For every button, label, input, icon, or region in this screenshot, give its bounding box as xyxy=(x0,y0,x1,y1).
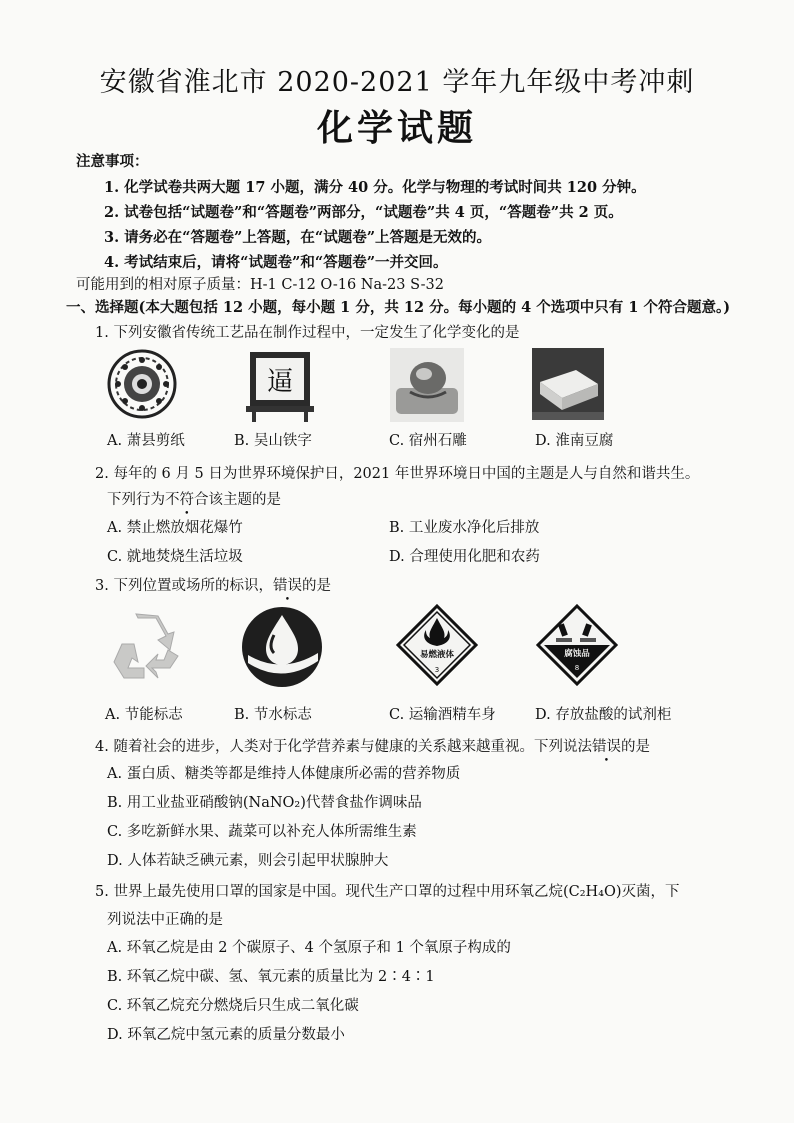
q2-option-d: D. 合理使用化肥和农药 xyxy=(389,549,540,565)
notice-heading: 注意事项： xyxy=(76,153,149,170)
notice-item-1: 1. 化学试卷共两大题 17 小题，满分 40 分。化学与物理的考试时间共 120 分钟。 xyxy=(104,179,646,196)
paper-cut-image xyxy=(106,348,178,420)
q1-option-c: C. 宿州石雕 xyxy=(389,433,467,449)
q5-option-d: D. 环氧乙烷中氢元素的质量分数最小 xyxy=(107,1027,345,1043)
notice-item-2: 2. 试卷包括“试题卷”和“答题卷”两部分，“试题卷”共 4 页，“答题卷”共 2 页。 xyxy=(104,204,623,221)
iron-character-image xyxy=(242,348,318,424)
q5-option-b: B. 环氧乙烷中碳、氢、氧元素的质量比为 2∶4∶1 xyxy=(107,969,435,985)
stone-carving-image xyxy=(390,348,464,422)
q5-option-a: A. 环氧乙烷是由 2 个碳原子、4 个氢原子和 1 个氧原子构成的 xyxy=(107,940,511,956)
q3-option-a: A. 节能标志 xyxy=(105,707,183,723)
iron-character-glyph: 逼 xyxy=(266,367,294,397)
corrosive-class: 8 xyxy=(574,664,580,672)
q5-option-c: C. 环氧乙烷充分燃烧后只生成二氧化碳 xyxy=(107,998,359,1014)
exam-title: 安徽省淮北市 2020-2021 学年九年级中考冲刺 xyxy=(99,67,695,98)
exam-subject: 化学试题 xyxy=(316,107,477,149)
corrosive-label: 腐蚀品 xyxy=(564,649,590,659)
emphasis-not-comply: 不符合 xyxy=(165,492,209,508)
question-2-stem-line1: 2. 每年的 6 月 5 日为世界环境保护日，2021 年世界环境日中国的主题是人与自然和谐共生。 xyxy=(95,466,700,482)
atomic-masses: 可能用到的相对原子质量：H-1 C-12 O-16 Na-23 S-32 xyxy=(76,277,444,293)
question-5-stem-line2: 列说法中正确的是 xyxy=(107,912,223,928)
q3-option-b: B. 节水标志 xyxy=(234,707,312,723)
question-1-stem: 1. 下列安徽省传统工艺品在制作过程中，一定发生了化学变化的是 xyxy=(95,325,520,341)
question-4-stem: 4. 随着社会的进步，人类对于化学营养素与健康的关系越来越重视。下列说法错误的是 xyxy=(95,739,650,755)
emphasis-wrong: 错误 xyxy=(272,578,302,594)
q1-option-b: B. 吴山铁字 xyxy=(234,433,312,449)
q4-option-b: B. 用工业盐亚硝酸钠(NaNO₂)代替食盐作调味品 xyxy=(107,795,422,811)
q4-option-a: A. 蛋白质、糖类等都是维持人体健康所必需的营养物质 xyxy=(107,766,461,782)
corrosive-sign-icon xyxy=(536,604,618,686)
q4-option-d: D. 人体若缺乏碘元素，则会引起甲状腺肿大 xyxy=(107,853,389,869)
q2-option-c: C. 就地焚烧生活垃圾 xyxy=(107,549,243,565)
q2-option-b: B. 工业废水净化后排放 xyxy=(389,520,540,536)
recycle-sign-icon xyxy=(108,610,186,686)
question-3-stem: 3. 下列位置或场所的标识，错误的是 xyxy=(95,578,331,594)
tofu-image xyxy=(532,348,604,420)
emphasis-wrong: 错误 xyxy=(591,739,621,755)
flammable-liquid-label: 易燃液体 xyxy=(419,650,455,660)
flammable-liquid-class: 3 xyxy=(434,666,440,674)
section-heading: 一、选择题(本大题包括 12 小题，每小题 1 分，共 12 分。每小题的 4 个选项中只有 1 个符合题意。) xyxy=(66,299,731,316)
notice-item-3: 3. 请务必在“答题卷”上答题，在“试题卷”上答题是无效的。 xyxy=(104,229,492,246)
question-5-stem-line1: 5. 世界上最先使用口罩的国家是中国。现代生产口罩的过程中用环氧乙烷(C₂H₄O)灭菌，下 xyxy=(95,884,680,900)
water-saving-sign-icon xyxy=(240,605,324,689)
notice-item-4: 4. 考试结束后，请将“试题卷”和“答题卷”一并交回。 xyxy=(104,254,448,271)
q4-option-c: C. 多吃新鲜水果、蔬菜可以补充人体所需维生素 xyxy=(107,824,417,840)
q2-option-a: A. 禁止燃放烟花爆竹 xyxy=(107,520,243,536)
q3-option-c: C. 运输酒精车身 xyxy=(389,707,496,723)
q1-option-a: A. 萧县剪纸 xyxy=(107,433,185,449)
q3-option-d: D. 存放盐酸的试剂柜 xyxy=(535,707,672,723)
flammable-liquid-sign-icon xyxy=(396,604,478,686)
q1-option-d: D. 淮南豆腐 xyxy=(535,433,614,449)
question-2-stem-line2: 下列行为不符合该主题的是 xyxy=(107,492,281,508)
